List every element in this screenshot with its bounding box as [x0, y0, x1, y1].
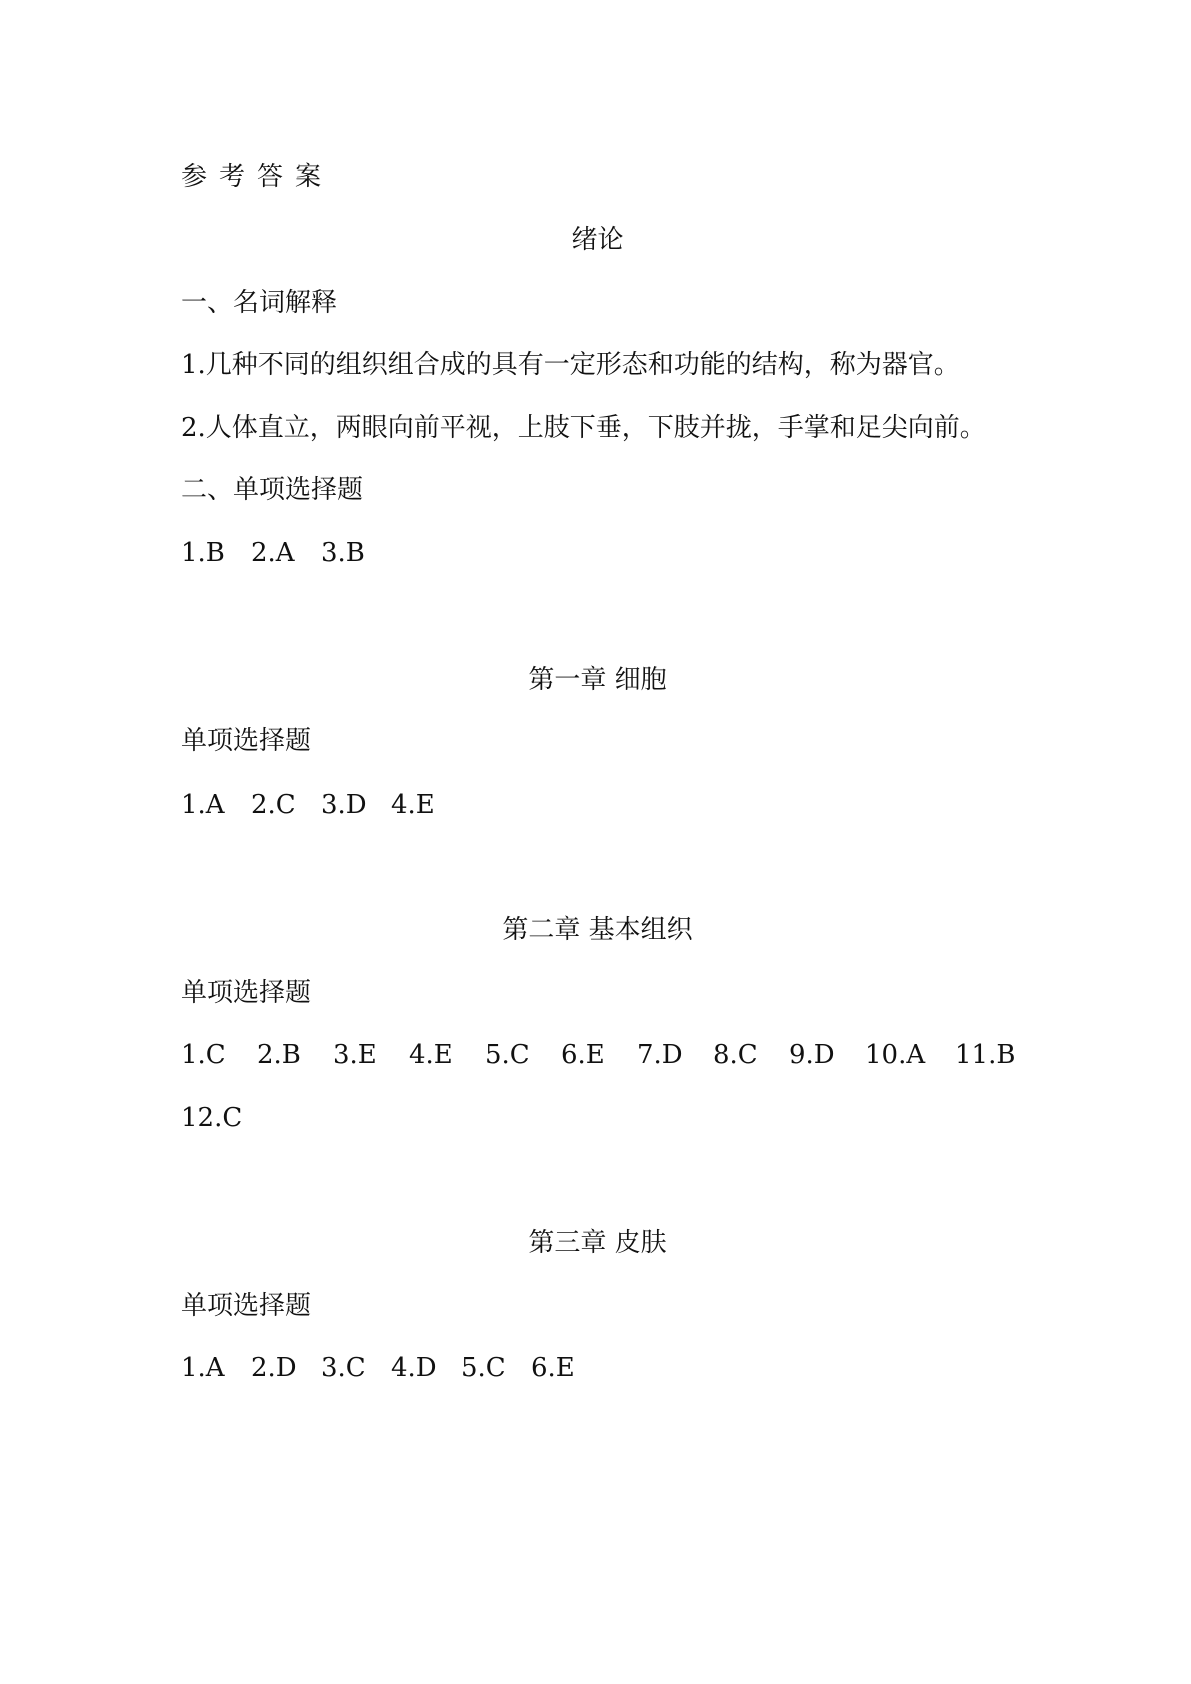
- answer-list-chapter3: [181, 1351, 575, 1385]
- answer-item: 3.C: [321, 1353, 366, 1383]
- answer-list-chapter2-line1: [181, 1038, 1015, 1072]
- answer-item: 4.D: [391, 1353, 437, 1383]
- answer-item: 1.A: [181, 1353, 225, 1383]
- definition-2: 2.人体直立，两眼向前平视，上肢下垂，下肢并拢，手掌和足尖向前。: [181, 413, 986, 443]
- section-heading-intro: 绪论: [571, 225, 624, 255]
- answer-item: 11.B: [955, 1040, 1016, 1070]
- answer-item: 3.E: [333, 1040, 377, 1070]
- definition-1: 1.几种不同的组织组合成的具有一定形态和功能的结构，称为器官。: [181, 350, 960, 380]
- section-heading-chapter3: 第三章 皮肤: [528, 1228, 667, 1258]
- subheading-single-choice: 二、单项选择题: [181, 475, 364, 505]
- answer-item: 12.C: [181, 1103, 243, 1133]
- answer-item: 2.B: [257, 1040, 301, 1070]
- answer-item: 5.C: [485, 1040, 530, 1070]
- answer-item: 2.D: [251, 1353, 297, 1383]
- answer-item: 3.B: [321, 538, 365, 568]
- section-heading-chapter1: 第一章 细胞: [528, 665, 667, 695]
- answer-item: 6.E: [531, 1353, 575, 1383]
- answer-item: 2.C: [251, 790, 296, 820]
- answer-item: 2.A: [251, 538, 295, 568]
- answer-list-chapter1: [181, 788, 435, 822]
- subheading-single-choice: 单项选择题: [181, 978, 312, 1008]
- answer-item: 8.C: [713, 1040, 758, 1070]
- answer-list-intro: [181, 536, 365, 570]
- answer-item: 4.E: [391, 790, 435, 820]
- answer-item: 1.C: [181, 1040, 226, 1070]
- answer-item: 3.D: [321, 790, 367, 820]
- answer-list-chapter2-line2: [181, 1101, 242, 1135]
- answer-item: 1.B: [181, 538, 225, 568]
- section-heading-chapter2: 第二章 基本组织: [502, 915, 693, 945]
- answer-item: 6.E: [561, 1040, 605, 1070]
- answer-item: 4.E: [409, 1040, 453, 1070]
- subheading-term-explanation: 一、名词解释: [181, 288, 338, 318]
- subheading-single-choice: 单项选择题: [181, 1291, 312, 1321]
- answer-item: 7.D: [637, 1040, 683, 1070]
- answer-item: 5.C: [461, 1353, 506, 1383]
- answer-item: 9.D: [789, 1040, 835, 1070]
- answer-item: 1.A: [181, 790, 225, 820]
- document-title: 参考答案: [181, 162, 334, 192]
- subheading-single-choice: 单项选择题: [181, 726, 312, 756]
- answer-item: 10.A: [865, 1040, 926, 1070]
